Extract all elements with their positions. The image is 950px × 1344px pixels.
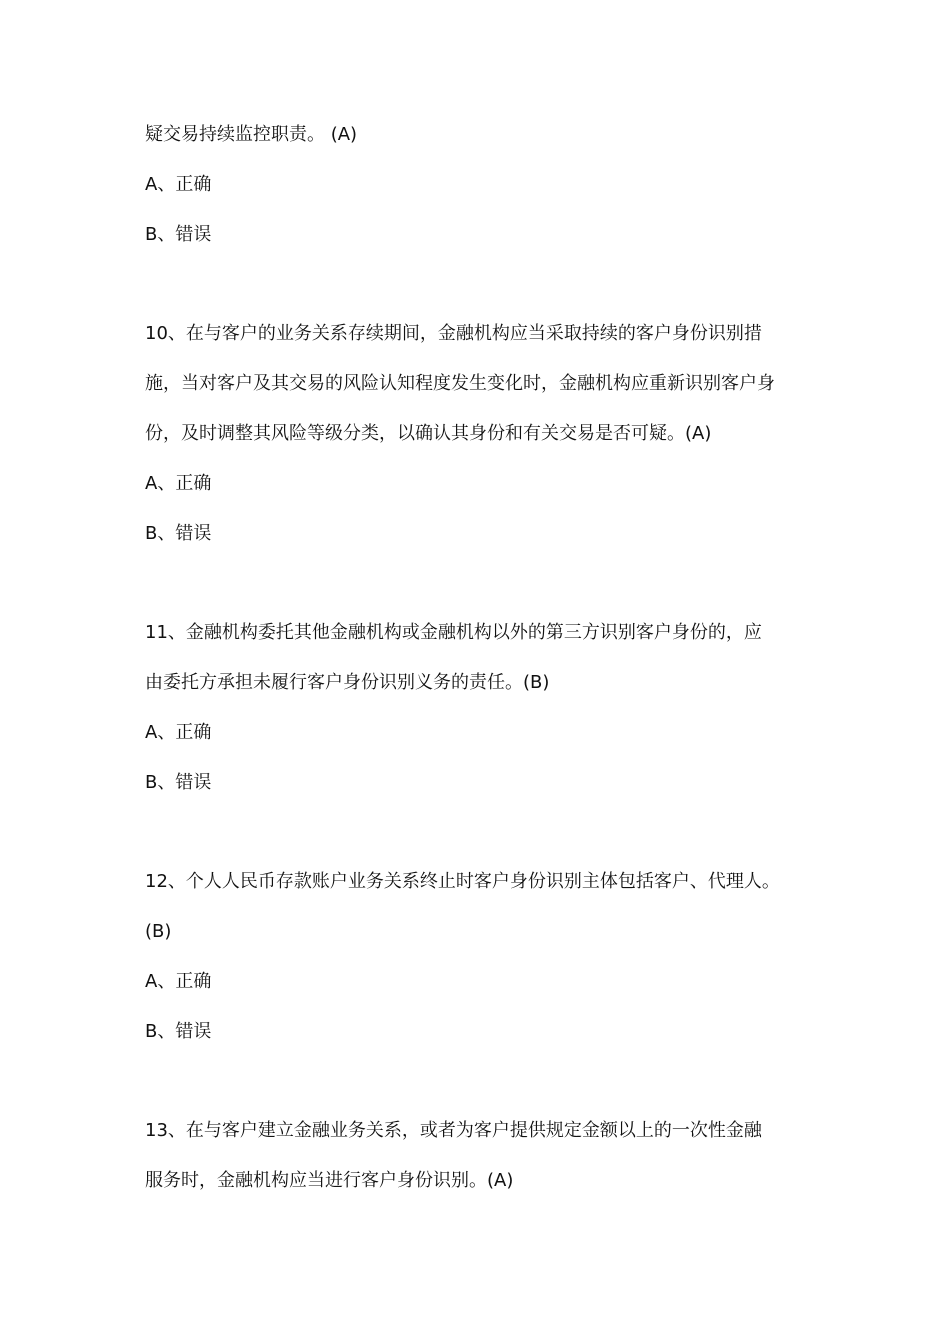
question-12-option-b: B、错误	[145, 1021, 212, 1042]
question-9-option-a: A、正确	[145, 174, 212, 195]
question-13-stem-line-1: 13、在与客户建立金融业务关系，或者为客户提供规定金额以上的一次性金融	[145, 1120, 762, 1141]
question-13-stem-line-2: 服务时，金融机构应当进行客户身份识别。(A)	[145, 1170, 514, 1191]
question-10-stem-line-1: 10、在与客户的业务关系存续期间，金融机构应当采取持续的客户身份识别措	[145, 323, 762, 344]
question-10-option-a: A、正确	[145, 473, 212, 494]
question-11-option-a: A、正确	[145, 722, 212, 743]
question-10-stem-line-2: 施，当对客户及其交易的风险认知程度发生变化时，金融机构应重新识别客户身	[145, 373, 775, 394]
question-12-option-a: A、正确	[145, 971, 212, 992]
question-10-stem-line-3: 份，及时调整其风险等级分类，以确认其身份和有关交易是否可疑。(A)	[145, 423, 712, 444]
question-11-stem-line-1: 11、金融机构委托其他金融机构或金融机构以外的第三方识别客户身份的，应	[145, 622, 762, 643]
question-12-stem-line-2: (B)	[145, 921, 172, 942]
question-12-stem-line-1: 12、个人人民币存款账户业务关系终止时客户身份识别主体包括客户、代理人。	[145, 871, 780, 892]
question-11-option-b: B、错误	[145, 772, 212, 793]
question-9-option-b: B、错误	[145, 224, 212, 245]
question-10-option-b: B、错误	[145, 523, 212, 544]
question-9-stem: 疑交易持续监控职责。 (A)	[145, 124, 358, 145]
question-11-stem-line-2: 由委托方承担未履行客户身份识别义务的责任。(B)	[145, 672, 550, 693]
